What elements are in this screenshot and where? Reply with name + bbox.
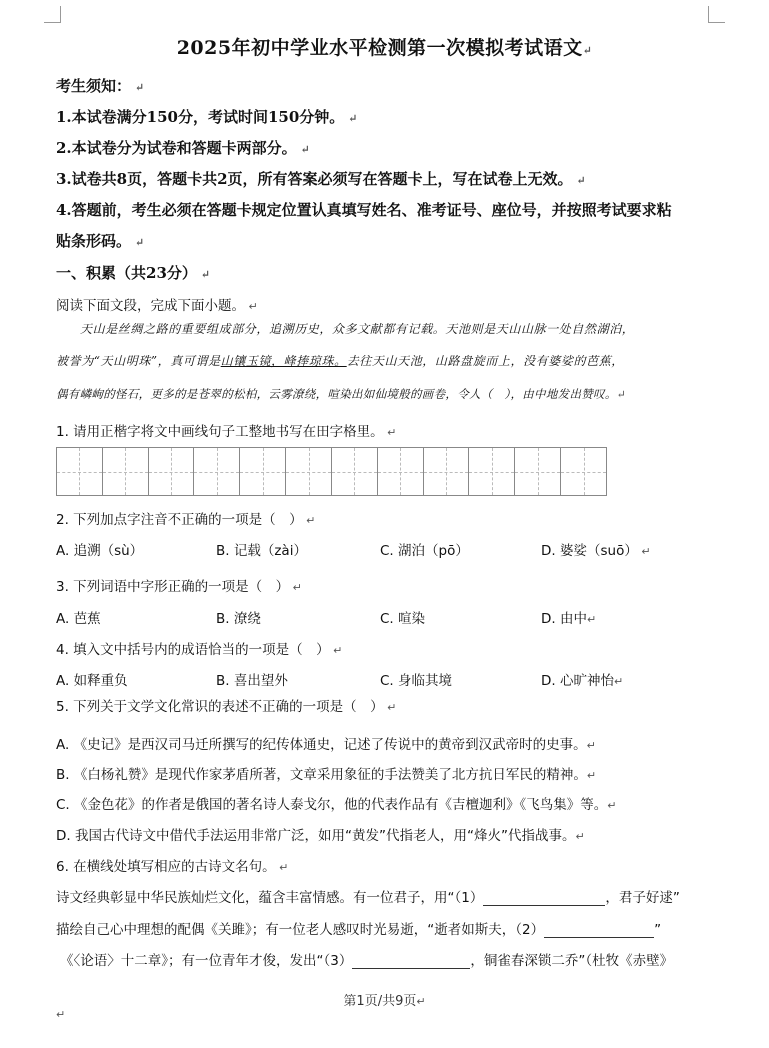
crop-mark-top-right bbox=[708, 6, 725, 23]
page-title: 2025年初中学业水平检测第一次模拟考试语文↵ bbox=[176, 37, 593, 59]
option: B. 喜出望外 bbox=[216, 673, 288, 689]
question-stem: 3. 下列词语中字形正确的一项是（ ） ↵ bbox=[56, 579, 302, 595]
grid-cell[interactable] bbox=[378, 448, 424, 495]
question-stem: 1. 请用正楷字将文中画线句子工整地书写在田字格里。 ↵ bbox=[56, 424, 397, 440]
option: B. 潦绕 bbox=[216, 611, 261, 627]
option: C. 喧染 bbox=[380, 611, 426, 627]
question-stem: 4. 填入文中括号内的成语恰当的一项是（ ） ↵ bbox=[56, 642, 343, 658]
paragraph-mark: ↵ bbox=[56, 1008, 66, 1021]
option: A. 《史记》是西汉司马迁所撰写的纪传体通史，记述了传说中的黄帝到汉武帝时的史事。↵ bbox=[56, 737, 596, 753]
section-heading: 一、积累（共23分） ↵ bbox=[56, 264, 210, 282]
option: A. 芭蕉 bbox=[56, 611, 101, 627]
notice-item: 3.试卷共8页，答题卡共2页，所有答案必须写在答题卡上，写在试卷上无效。 ↵ bbox=[56, 170, 586, 188]
notice-item: 1.本试卷满分150分，考试时间150分钟。 ↵ bbox=[56, 108, 358, 126]
grid-cell[interactable] bbox=[240, 448, 286, 495]
option: A. 追溯（sù） bbox=[56, 543, 144, 559]
answer-blank-2[interactable] bbox=[544, 923, 654, 938]
option: D. 婆娑（suō） ↵ bbox=[541, 543, 651, 559]
notice-heading: 考生须知： ↵ bbox=[56, 77, 145, 95]
notice-item: 4.答题前，考生必须在答题卡规定位置认真填写姓名、准考证号、座位号，并按照考试要求粘 bbox=[56, 201, 672, 219]
grid-cell[interactable] bbox=[194, 448, 240, 495]
option: C. 身临其境 bbox=[380, 673, 453, 689]
grid-cell[interactable] bbox=[103, 448, 149, 495]
passage-line: 偶有嶙峋的怪石，更多的是苍翠的松柏，云雾潦绕，喧染出如仙境般的画卷，令人（ ），由中地发出赞叹。↵ bbox=[56, 387, 627, 401]
fill-line: 描绘自己心中理想的配偶《关雎》；有一位老人感叹时光易逝，“逝者如斯夫，（2） ” bbox=[56, 922, 662, 938]
passage-line: 天山是丝绸之路的重要组成部分，追溯历史，众多文献都有记载。天池则是天山山脉一处自然湖泊， bbox=[80, 322, 635, 336]
grid-cell[interactable] bbox=[561, 448, 606, 495]
notice-item: 2.本试卷分为试卷和答题卡两部分。 ↵ bbox=[56, 139, 310, 157]
option: C. 《金色花》的作者是俄国的著名诗人泰戈尔，他的代表作品有《吉檀迦利》《飞鸟集》等。↵ bbox=[56, 797, 617, 813]
notice-item: 贴条形码。 ↵ bbox=[56, 232, 145, 250]
option: B. 《白杨礼赞》是现代作家茅盾所著，文章采用象征的手法赞美了北方抗日军民的精神。↵ bbox=[56, 767, 597, 783]
grid-cell[interactable] bbox=[469, 448, 515, 495]
answer-blank-1[interactable] bbox=[483, 891, 605, 906]
tianzige-grid[interactable] bbox=[56, 447, 607, 496]
option: D. 由中↵ bbox=[541, 611, 597, 627]
grid-cell[interactable] bbox=[286, 448, 332, 495]
passage-line: 被誉为“天山明珠”，真可谓是山镶玉镜，峰捧琼珠。去往天山天池，山路盘旋而上，没有婆娑的芭蕉， bbox=[56, 354, 624, 368]
question-stem: 5. 下列关于文学文化常识的表述不正确的一项是（ ） ↵ bbox=[56, 699, 397, 715]
grid-cell[interactable] bbox=[515, 448, 561, 495]
fill-line: 《〈论语〉十二章》；有一位青年才俊，发出“（3） ，铜雀春深锁二乔”（杜牧《赤壁》 bbox=[60, 953, 674, 969]
option: B. 记载（zài） bbox=[216, 543, 307, 559]
crop-mark-top-left bbox=[44, 6, 61, 23]
page-footer: 第1页/共9页↵ bbox=[343, 994, 426, 1009]
question-stem: 2. 下列加点字注音不正确的一项是（ ） ↵ bbox=[56, 512, 316, 528]
fill-line: 诗文经典彰显中华民族灿烂文化，蕴含丰富情感。有一位君子，用“（1） ，君子好逑” bbox=[56, 890, 680, 906]
underlined-sentence: 山镶玉镜，峰捧琼珠。 bbox=[220, 354, 347, 368]
grid-cell[interactable] bbox=[424, 448, 470, 495]
reading-intro: 阅读下面文段，完成下面小题。 ↵ bbox=[56, 298, 258, 314]
option: A. 如释重负 bbox=[56, 673, 128, 689]
grid-cell[interactable] bbox=[149, 448, 195, 495]
grid-cell[interactable] bbox=[57, 448, 103, 495]
option: D. 我国古代诗文中借代手法运用非常广泛，如用“黄发”代指老人，用“烽火”代指战事。↵ bbox=[56, 828, 585, 844]
option: C. 湖泊（pō） bbox=[380, 543, 469, 559]
answer-blank-3[interactable] bbox=[352, 954, 470, 969]
question-stem: 6. 在横线处填写相应的古诗文名句。 ↵ bbox=[56, 859, 289, 875]
option: D. 心旷神怡↵ bbox=[541, 673, 624, 689]
grid-cell[interactable] bbox=[332, 448, 378, 495]
